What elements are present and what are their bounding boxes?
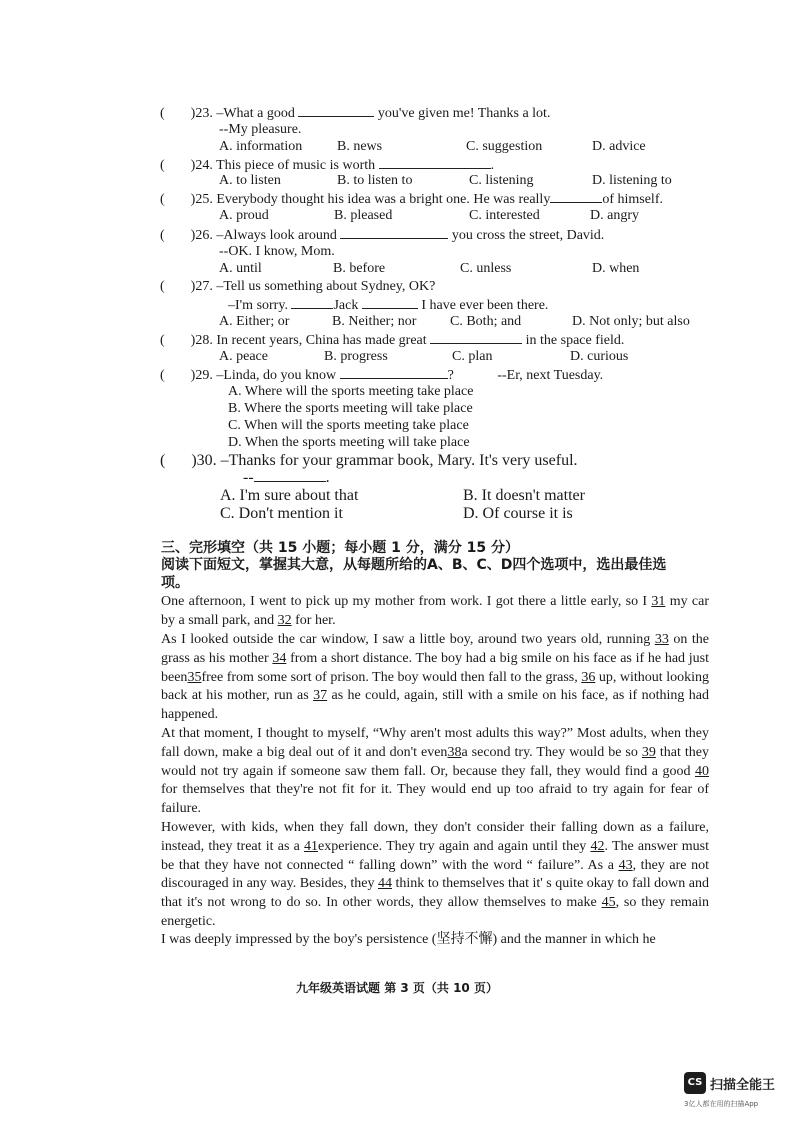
question-27: ( )27. –Tell us something about Sydney, OK? (160, 279, 436, 294)
question-26: ( )26. –Always look around you cross the street, David. (160, 225, 604, 244)
question-25: ( )25. Everybody thought his idea was a bright one. He was really of himself. (160, 189, 663, 208)
question-30-option-b: B. It doesn't matter (463, 487, 585, 504)
watermark-tagline: 3亿人都在用的扫描App (684, 1100, 759, 1108)
question-29-option-d: D. When the sports meeting will take place (228, 435, 470, 450)
question-30-option-d: D. Of course it is (463, 505, 573, 522)
question-29-option-a: A. Where will the sports meeting take place (228, 384, 474, 399)
watermark-app-name: 扫描全能王 (710, 1078, 776, 1093)
question-30-reply: -- . (243, 469, 330, 486)
question-26-reply: --OK. I know, Mom. (219, 244, 335, 259)
question-24: ( )24. This piece of music is worth . (160, 155, 494, 174)
section-instruction-1: 阅读下面短文，掌握其大意，从每题所给的A、B、C、D四个选项中，选出最佳选 (161, 557, 667, 573)
question-29-option-b: B. Where the sports meeting will take place (228, 401, 473, 416)
question-30-option-a: A. I'm sure about that (220, 487, 359, 504)
passage-paragraph-5: I was deeply impressed by the boy's persistence (坚持不懈) and the manner in which he (161, 932, 656, 947)
passage-paragraph-2: As I looked outside the car window, I saw a little boy, around two years old, running 33 on the grass as his mother 34 from a short distance. The boy had a big smile on his face as if he had just been35free from some sort of prison. The boy would then fall to the grass, 36 up, without looking back at his mother, run as 37 as he could, again, still with a smile on his face, as if nothing had happened. (161, 632, 710, 723)
question-28: ( )28. In recent years, China has made great in the space field. (160, 330, 624, 349)
question-27-reply: –I'm sorry. Jack I have ever been there. (228, 295, 548, 314)
passage-paragraph-4: However, with kids, when they fall down, they don't consider their falling down as a failure, instead, they treat it as a 41experience. They try again and again until they 42. The answer must be that they have not connected “ falling down” with the word “ failure”. As a 43, they are not discouraged in any way. Besides, they 44 think to themselves that it' s quite okay to fall down and that it's not wrong to do so. In other words, they allow themselves to make 45, so they remain energetic. (161, 820, 710, 929)
question-29: ( )29. –Linda, do you know ? --Er, next Tuesday. (160, 365, 603, 384)
question-30: ( )30. –Thanks for your grammar book, Mary. It's very useful. (160, 452, 578, 469)
scanner-watermark (684, 1072, 794, 1112)
question-29-option-c: C. When will the sports meeting take place (228, 418, 469, 433)
question-23-reply: --My pleasure. (219, 122, 302, 137)
camscanner-logo-icon: CS (684, 1072, 706, 1094)
passage-paragraph-1: One afternoon, I went to pick up my mother from work. I got there a little early, so I 31 my car by a small park, and 32 for her. (161, 594, 709, 628)
question-23: ( )23. –What a good you've given me! Thanks a lot. (160, 103, 550, 122)
question-30-option-c: C. Don't mention it (220, 505, 343, 522)
section-heading: 三、完形填空（共 15 小题；每小题 1 分，满分 15 分） (161, 540, 519, 556)
exam-page: ( )23. –What a good you've given me! Thanks a lot. --My pleasure. A. information B. news C. suggestion D. advice ( )24. This piece of music is worth . A. to listen B. to listen to C. listening D. listening to ( )25. Everybody thought his idea was a bright one. He was really of himself. A. proud B. pleased C. interested D. angry ( )26. –Always look around you cross the street, David. --OK. I know, Mom. A. until B. before C. unless D. when ( )27. –Tell us something about Sydney, OK? –I'm sorry. Jack I have ever been there. A. Either; or B. Neither; nor C. Both; and D. Not only; but also ( )28. In recent years, China has made great in the space field. A. peace B. progress C. plan D. curious ( )29. –Linda, do you know ? --Er, next Tuesday. A. Where will the sports meeting take place B. Where the sports meeting will take place C. When will the sports meeting take place D. When the sports meeting will take place ( )30. –Thanks for your grammar book, Mary. It's very useful. -- . A. I'm sure about that B. It doesn't matter C. Don't mention it D. Of course it is 三、完形填空（共 15 小题；每小题 1 分，满分 15 分） 阅读下面短文，掌握其大意，从每题所给的A、B、C、D四个选项中，选出最佳选 项。 One afternoon, I went to pick up my mother from work. I got there a little early, so I 31 my car by a small park, and 32 for her. As I looked outside the car window, I saw a little boy, around two years old, running 33 on the grass as his mother 34 from a short distance. The boy had a big smile on his face as if he had just been35free from some sort of prison. The boy would then fall to the grass, 36 up, without looking back at his mother, run as 37 as he could, again, still with a smile on his face, as if nothing had happened. At that moment, I thought to myself, “Why aren't most adults this way?” Most adults, when they fall down, make a big deal out of it and don't even38a second try. They would be so 39 that they would not try again if someone saw them fall. Or, because they fall, they would find a good 40 for themselves that they're not fit for it. They would end up too afraid to try again for fear of failure. However, with kids, when they fall down, they don't consider their falling down as a failure, instead, they treat it as a 41experience. They try again and again until they 42. The answer must be that they have not connected “ falling down” with the word “ failure”. As a 43, they are not discouraged in any way. Besides, they 44 think to themselves that it' s quite okay to fall down and that it's not wrong to do so. In other words, they allow themselves to make 45, so they remain energetic. I was deeply impressed by the boy's persistence (坚持不懈) and the manner in which he 九年级英语试题 第 3 页（共 10 页） CS 扫描全能王 3亿人都在用的扫描App (0, 0, 794, 1124)
section-instruction-2: 项。 (161, 575, 189, 591)
page-footer: 九年级英语试题 第 3 页（共 10 页） (296, 981, 498, 995)
passage-paragraph-3: At that moment, I thought to myself, “Why aren't most adults this way?” Most adults, when they fall down, make a big deal out of it and don't even38a second try. They would be so 39 that they would not try again if someone saw them fall. Or, because they fall, they would find a good 40 for themselves that they're not fit for it. They would end up too afraid to try again for fear of failure. (161, 726, 709, 817)
